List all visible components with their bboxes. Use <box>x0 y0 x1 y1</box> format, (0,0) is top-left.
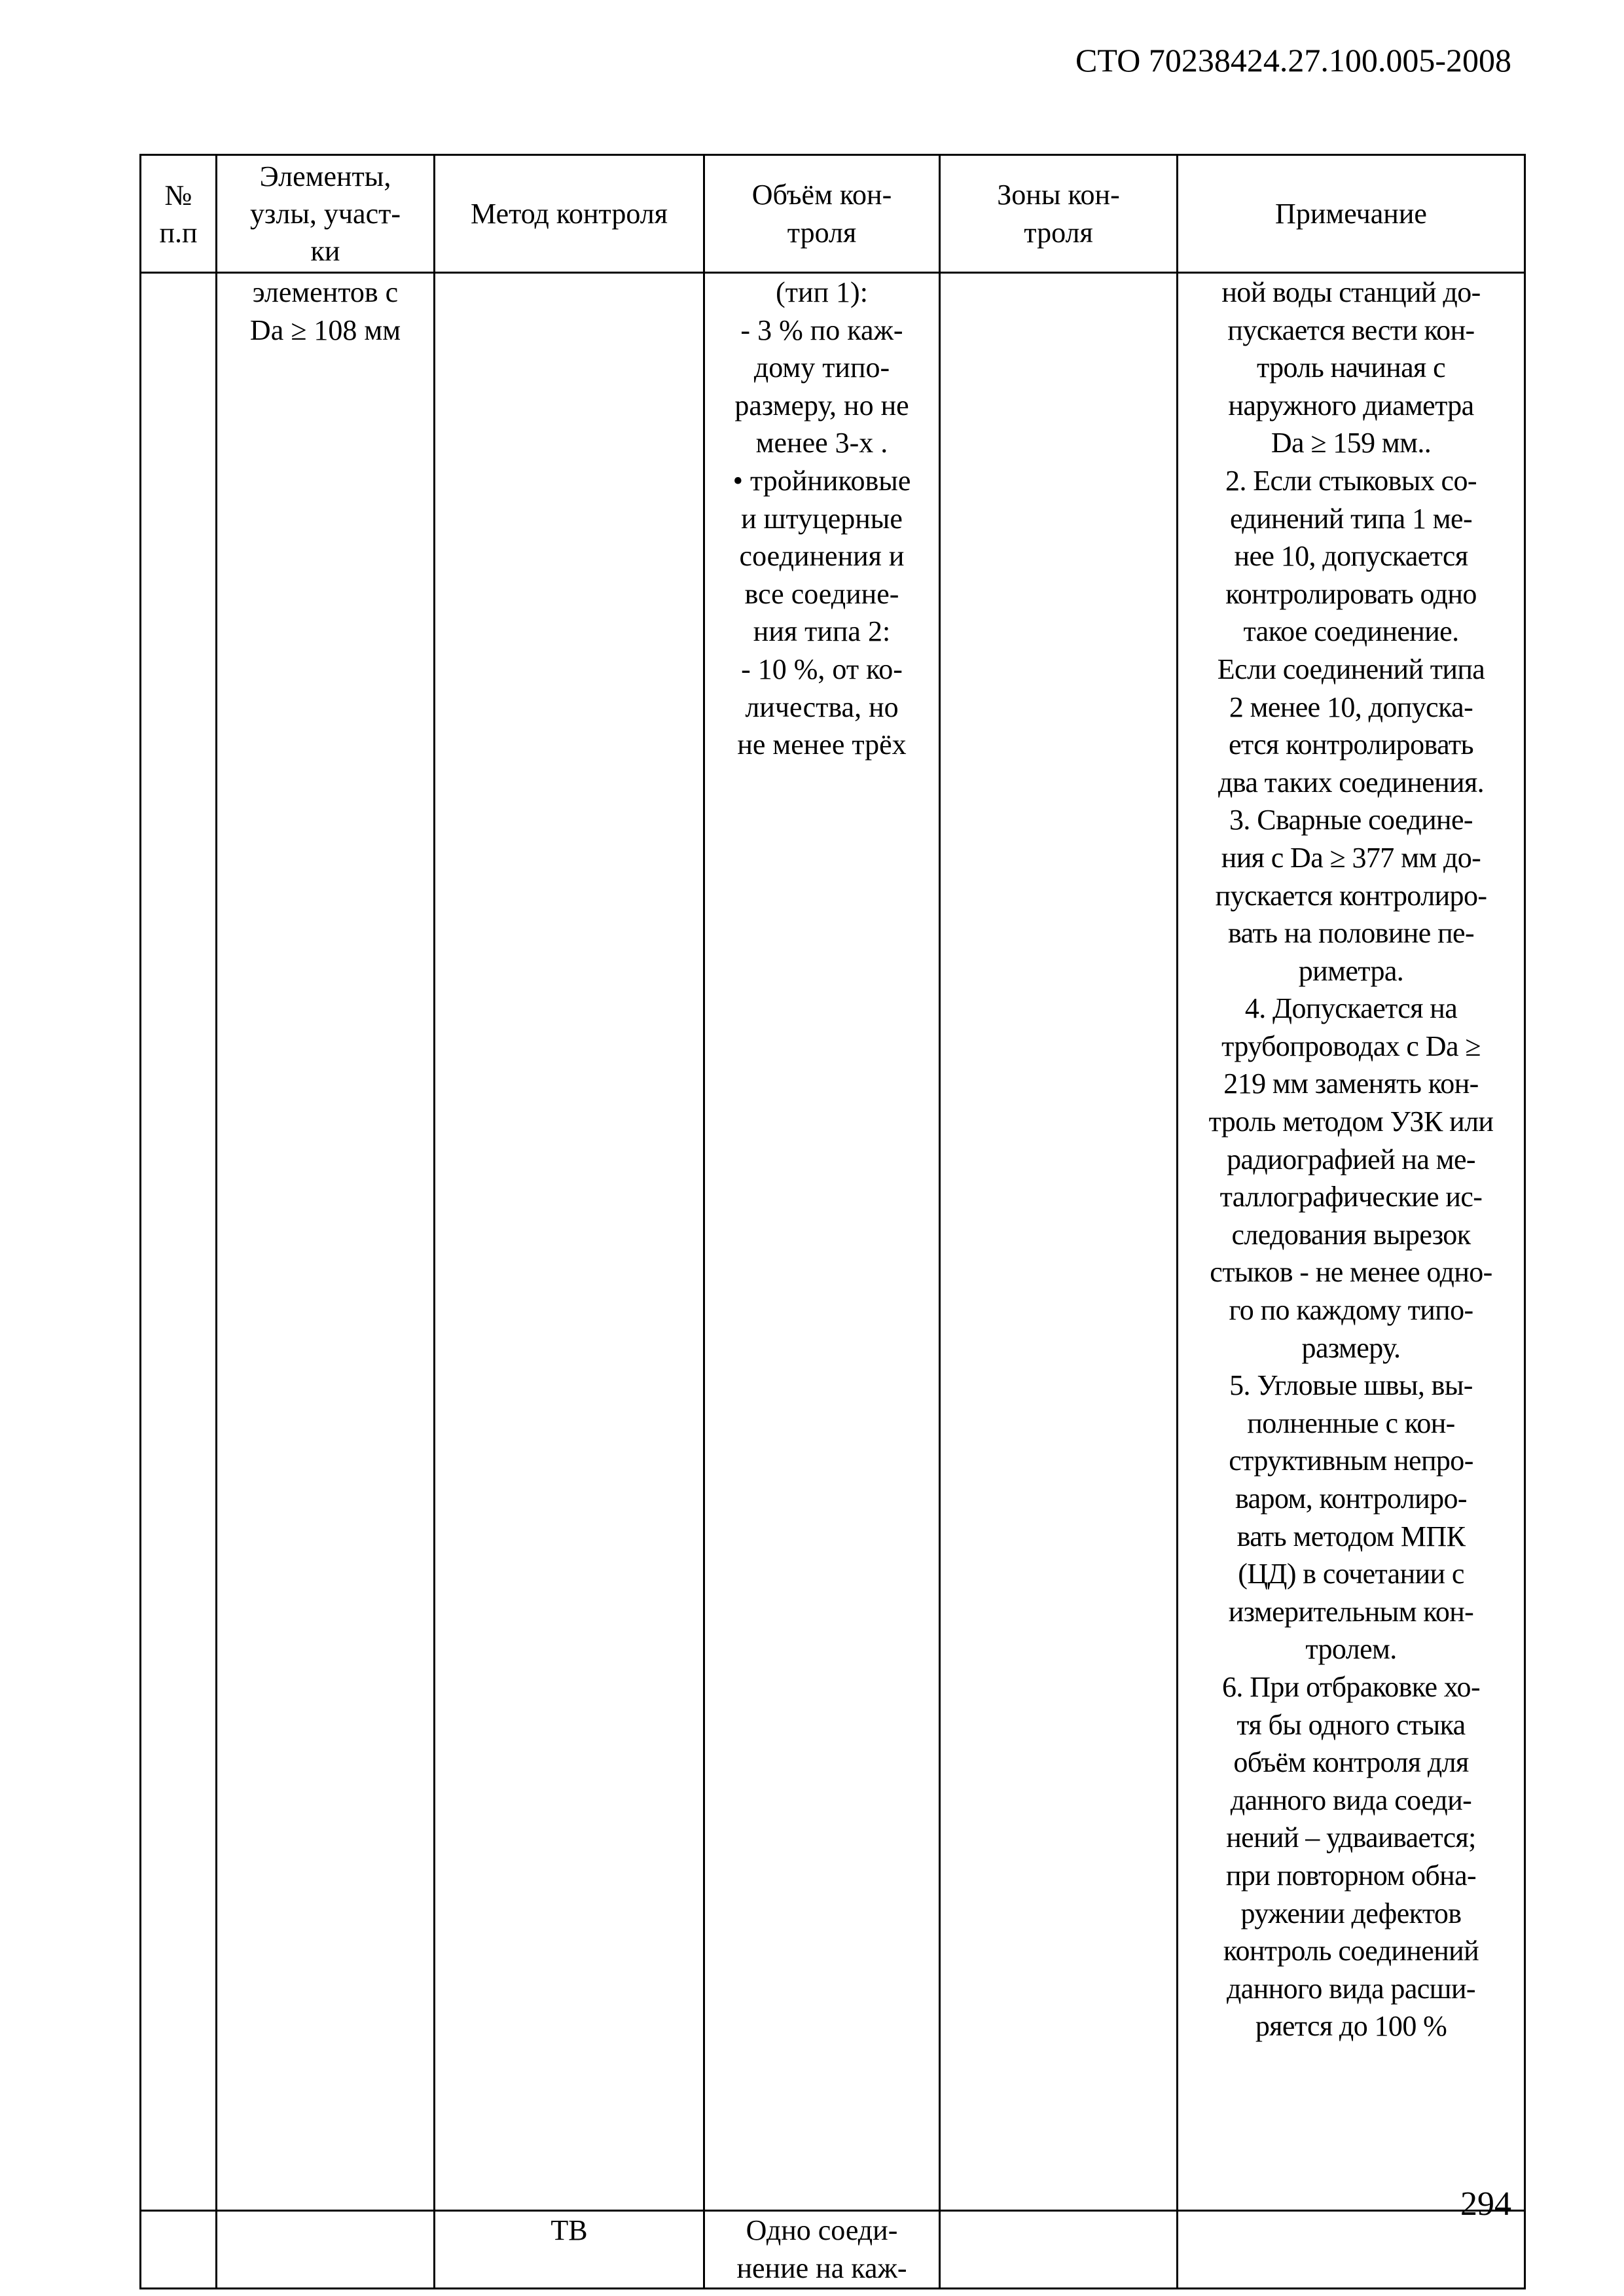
cell-element: элементов с Da ≥ 108 мм <box>217 273 435 2211</box>
cell-element <box>217 2211 435 2289</box>
cell-method <box>435 273 704 2211</box>
header-number: № п.п <box>141 155 217 273</box>
cell-method: ТВ <box>435 2211 704 2289</box>
control-table <box>139 154 1526 2289</box>
document-code: СТО 70238424.27.100.005-2008 <box>1075 42 1511 79</box>
cell-number <box>141 273 217 2211</box>
table-row <box>141 273 1525 2211</box>
header-zones: Зоны кон- троля <box>940 155 1178 273</box>
header-volume: Объём кон- троля <box>704 155 940 273</box>
cell-number <box>141 2211 217 2289</box>
header-note: Примечание <box>1178 155 1525 273</box>
header-elements: Элементы, узлы, участ- ки <box>217 155 435 273</box>
cell-volume: (тип 1): - 3 % по каж- дому типо- размеру, но не менее 3-х . • тройниковые и штуцерные соединения и все соедине- ния типа 2: - 10 %, от ко- личества, но не менее трёх <box>704 273 940 2211</box>
cell-note: ной воды станций до- пускается вести кон- троль начиная с наружного диаметра Da ≥ 159 мм.. 2. Если стыковых со- единений типа 1 ме- нее 10, допускается контролировать одно такое соединение. Если соединений типа 2 менее 10, допуска- ется контролировать два таких соединения. 3. Сварные соедине- ния с Da ≥ 377 мм до- пускается контролиро- вать на половине пе- риметра. 4. Допускается на трубопроводах с Da ≥ 219 мм заменять кон- троль методом УЗК или радиографией на ме- таллографические ис- следования вырезок стыков - не менее одно- го по каждому типо- размеру. 5. Угловые швы, вы- полненные с кон- структивным непро- варом, контролиро- вать методом МПК (ЦД) в сочетании с измерительным кон- тролем. 6. При отбраковке хо- тя бы одного стыка объём контроля для данного вида соеди- нений – удваивается; при повторном обна- ружении дефектов контроль соединений данного вида расши- ряется до 100 % <box>1178 273 1525 2211</box>
cell-zones <box>940 2211 1178 2289</box>
cell-volume: Одно соеди- нение на каж- <box>704 2211 940 2289</box>
header-method: Метод контроля <box>435 155 704 273</box>
table-row <box>141 2211 1525 2289</box>
page-number: 294 <box>1460 2185 1511 2223</box>
cell-zones <box>940 273 1178 2211</box>
table-header-row <box>141 155 1525 273</box>
